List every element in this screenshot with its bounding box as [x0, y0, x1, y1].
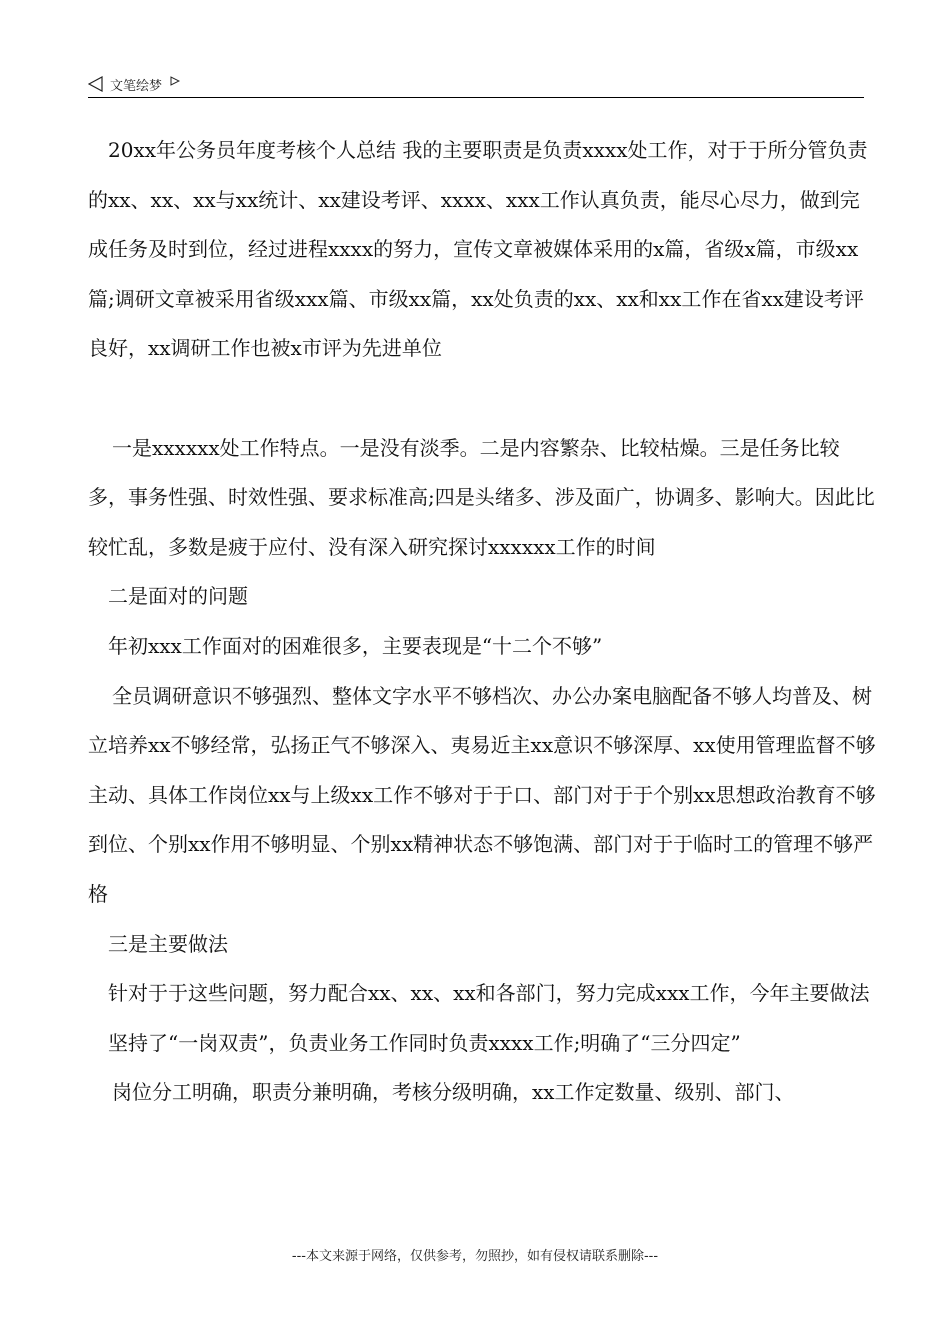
paragraph-summary: 20xx年公务员年度考核个人总结 我的主要职责是负责xxxx处工作，对于于所分管负责的xx、xx、xx与xx统计、xx建设考评、xxxx、xxx工作认真负责，能尽心尽力，做到完成任务及时到位，经过进程xxxx的努力，宣传文章被媒体采用的x篇，省级x篇，市级xx篇;调研文章被采用省级xxx篇、市级xx篇，xx处负责的xx、xx和xx工作在省xx建设考评良好，xx调研工作也被x市评为先进单位 — [88, 138, 868, 361]
header-rule — [88, 97, 864, 98]
header-brand: 文笔绘梦 — [110, 78, 163, 94]
triangle-left-icon — [88, 76, 104, 92]
paragraph-problems-list: 全员调研意识不够强烈、整体文字水平不够档次、办公办案电脑配备不够人均普及、树立培养xx不够经常，弘扬正气不够深入、夷易近主xx意识不够深厚、xx使用管理监督不够主动、具体工作岗位xx与上级xx工作不够对于于口、部门对于于个别xx思想政治教育不够到位、个别xx作用不够明显、个别xx精神状态不够饱满、部门对于于临时工的管理不够严格 — [88, 683, 876, 906]
page-header — [88, 70, 864, 98]
paragraph-problems-intro: 年初xxx工作面对的困难很多，主要表现是“十二个不够” — [108, 633, 603, 658]
paragraph-gap — [88, 374, 878, 424]
paragraph-work-features: 一是xxxxxx处工作特点。一是没有淡季。二是内容繁杂、比较枯燥。三是任务比较多，事务性强、时效性强、要求标准高;四是头绪多、涉及面广，协调多、影响大。因此比较忙乱，多数是疲于应付、没有深入研究探讨xxxxxx工作的时间 — [88, 435, 875, 559]
paragraph-methods-intro: 针对于于这些问题，努力配合xx、xx、xx和各部门，努力完成xxx工作，今年主要做法 — [108, 981, 870, 1006]
footer-notice: ---本文来源于网络，仅供参考，勿照抄，如有侵权请联系删除--- — [291, 1249, 659, 1264]
paragraph-post-division: 岗位分工明确，职责分兼明确，考核分级明确，xx工作定数量、级别、部门、 — [112, 1080, 795, 1105]
document-body — [88, 126, 878, 1118]
paragraph-one-post-two-duties: 坚持了“一岗双责”，负责业务工作同时负责xxxx工作;明确了“三分四定” — [108, 1030, 741, 1055]
heading-methods: 三是主要做法 — [108, 931, 228, 956]
heading-problems: 二是面对的问题 — [108, 584, 248, 609]
triangle-right-icon — [170, 76, 180, 86]
